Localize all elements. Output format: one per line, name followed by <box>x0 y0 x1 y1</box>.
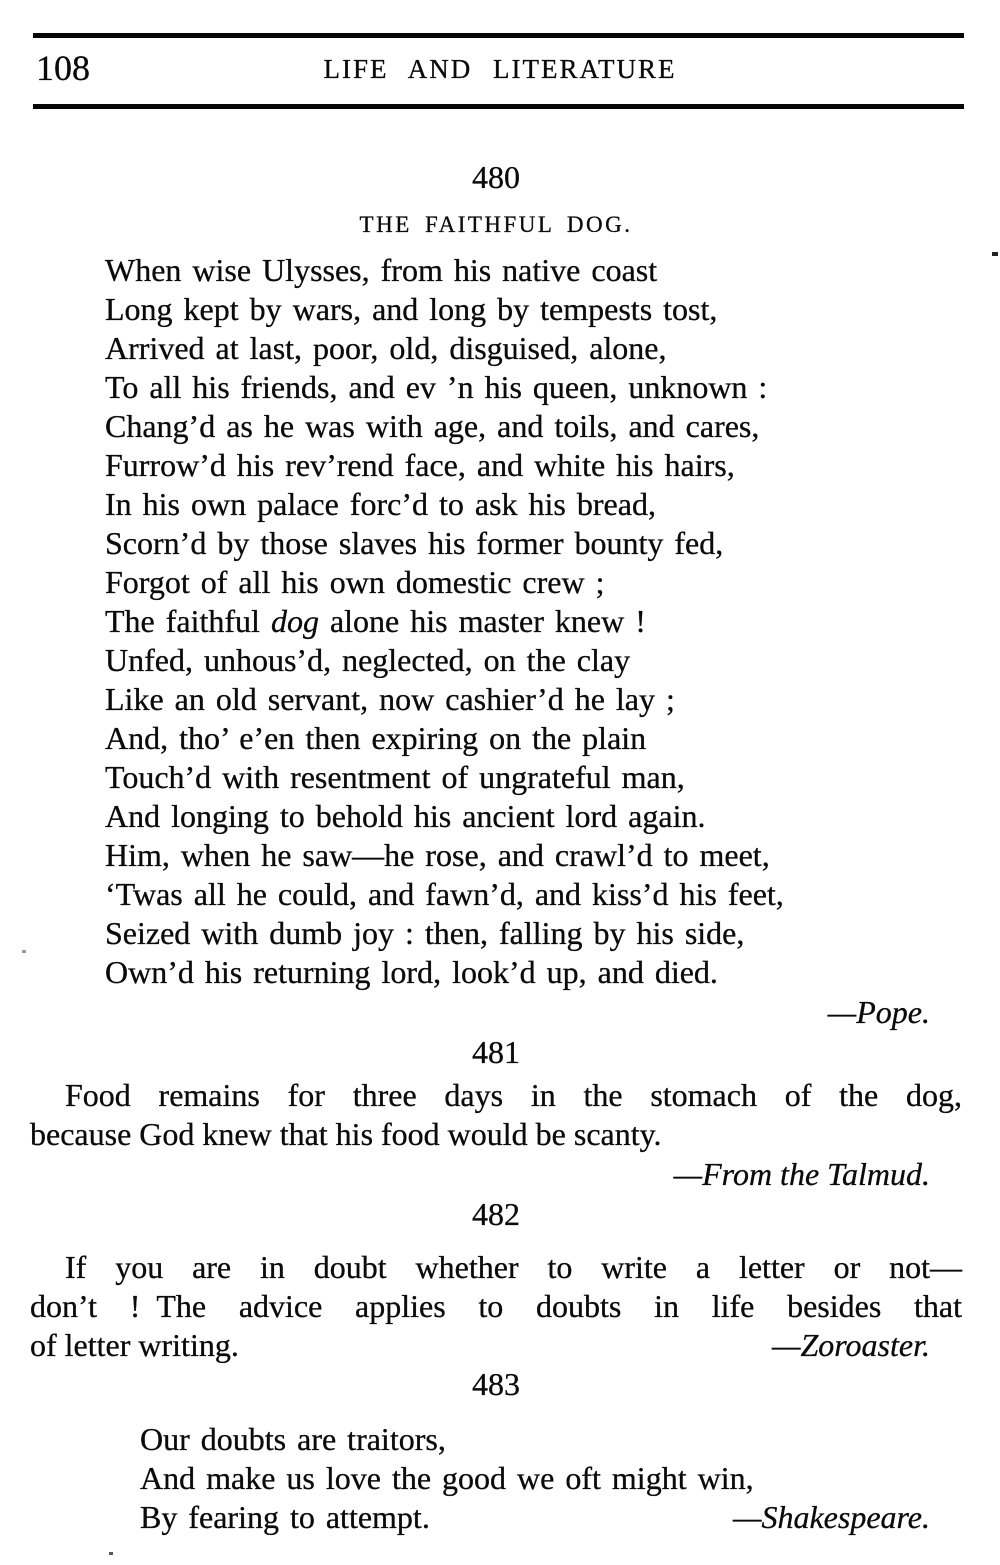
page-number: 108 <box>36 48 90 88</box>
poem-480 <box>105 251 962 992</box>
ink-speck <box>22 950 26 953</box>
entry-title: THE FAITHFUL DOG. <box>359 212 633 237</box>
entry-number: 482 <box>472 1196 520 1232</box>
prose-481 <box>30 1076 962 1154</box>
italic-word: dog <box>270 603 319 639</box>
entry-482 <box>30 1195 962 1365</box>
poem-line: Arrived at last, poor, old, disguised, alone, <box>105 330 667 366</box>
poem-line: Forgot of all his own domestic crew ; <box>105 564 605 600</box>
header-rule-top <box>33 33 964 38</box>
prose-line: —Zoroaster. of letter writing. <box>30 1327 930 1363</box>
entry-number: 483 <box>472 1366 520 1402</box>
entry-483 <box>30 1365 962 1537</box>
prose-482 <box>30 1248 962 1365</box>
running-title: LIFE AND LITERATURE <box>323 54 677 84</box>
poem-line: And, tho’ e’en then expiring on the plain <box>105 720 647 756</box>
poem-line: Chang’d as he was with age, and toils, and cares, <box>105 408 760 444</box>
poem-line: Furrow’d his rev’rend face, and white his hairs, <box>105 447 735 483</box>
poem-line: Touch’d with resentment of ungrateful man, <box>105 759 685 795</box>
attribution: —Pope. <box>827 994 930 1030</box>
poem-483 <box>140 1420 962 1537</box>
attribution: —Shakespeare. <box>733 1499 930 1535</box>
attribution: —From the Talmud. <box>673 1156 930 1192</box>
prose-line: because God knew that his food would be scanty. <box>30 1116 662 1152</box>
poem-line: Our doubts are traitors, <box>140 1421 446 1457</box>
prose-line: Food remains for three days in the stomach of the dog, <box>65 1077 962 1113</box>
ink-speck <box>109 1552 113 1555</box>
poem-line: Him, when he saw—he rose, and crawl’d to meet, <box>105 837 770 873</box>
entries <box>30 140 962 1537</box>
poem-line: Unfed, unhous’d, neglected, on the clay <box>105 642 631 678</box>
poem-line: Seized with dumb joy : then, falling by his side, <box>105 915 745 951</box>
attribution: —Zoroaster. <box>772 1327 930 1363</box>
poem-line: Scorn’d by those slaves his former bounty fed, <box>105 525 724 561</box>
entry-number: 481 <box>472 1034 520 1070</box>
poem-line: In his own palace forc’d to ask his bread, <box>105 486 656 522</box>
entry-480 <box>30 158 962 1033</box>
poem-line: —Shakespeare. By fearing to attempt. <box>140 1499 930 1535</box>
poem-line: Long kept by wars, and long by tempests tost, <box>105 291 718 327</box>
poem-line: ‘Twas all he could, and fawn’d, and kiss’d his feet, <box>105 876 784 912</box>
poem-line: To all his friends, and ev ’n his queen, unknown : <box>105 369 768 405</box>
entry-number: 480 <box>472 159 520 195</box>
poem-line: And make us love the good we oft might win, <box>140 1460 754 1496</box>
ink-speck <box>992 252 998 256</box>
poem-line: Like an old servant, now cashier’d he lay ; <box>105 681 675 717</box>
poem-line: Own’d his returning lord, look’d up, and died. <box>105 954 718 990</box>
header-rule-bottom <box>33 104 964 109</box>
poem-line: The faithful dog alone his master knew ! <box>105 603 646 639</box>
poem-line: When wise Ulysses, from his native coast <box>105 252 658 288</box>
prose-line: don’t ! The advice applies to doubts in life besides that <box>30 1288 962 1324</box>
entry-481 <box>30 1033 962 1195</box>
poem-line: And longing to behold his ancient lord again. <box>105 798 706 834</box>
prose-line: If you are in doubt whether to write a letter or not— <box>65 1249 962 1285</box>
